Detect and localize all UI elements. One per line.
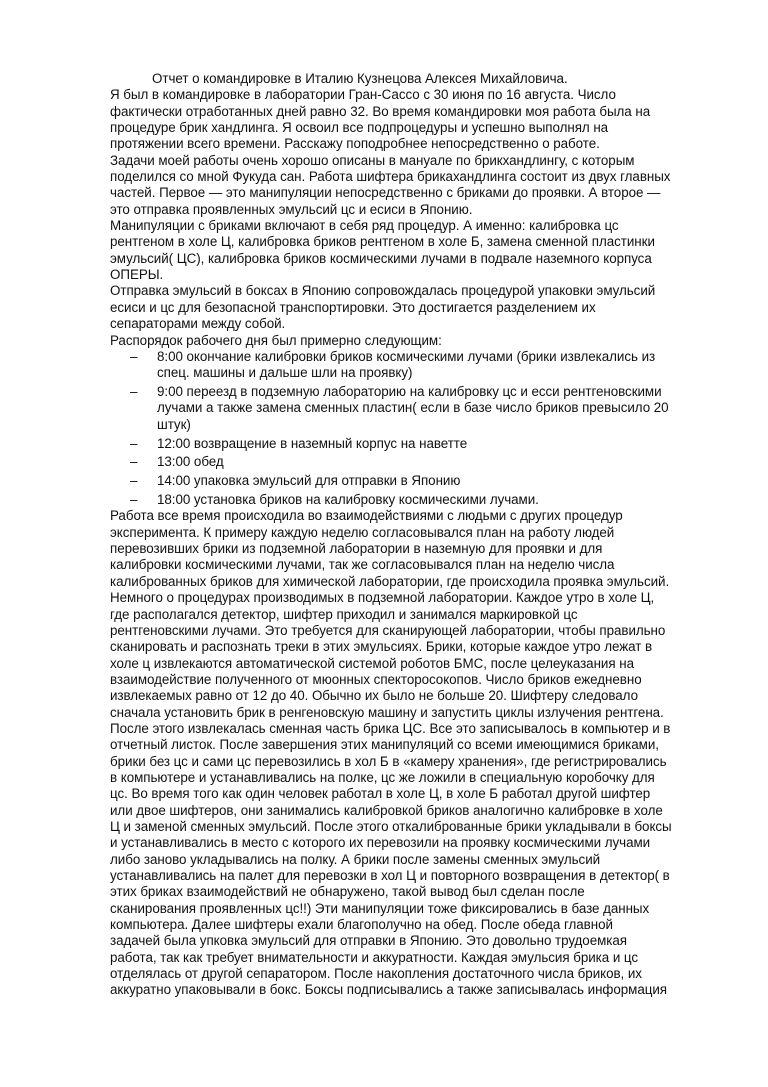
schedule-item-text: 14:00 упаковка эмульсий для отправки в Японию (157, 473, 461, 489)
schedule-item-text: штук) (157, 416, 191, 432)
paragraph (110, 153, 712, 218)
text-line: перевозивших брики из подземной лаборатории в наземную для проявки и для (110, 541, 603, 557)
schedule-item-text: лучами а также замена сменных пластин( если в базе число бриков превысило 20 (157, 400, 669, 416)
text-line: частей. Первое — это манипуляции непосредственно с бриками до проявки. А второе — (110, 185, 661, 201)
text-line: или двое шифтеров, они занимались калибровкой бриков аналогично калибровке в холе (110, 802, 663, 818)
body-paragraphs (110, 508, 712, 998)
text-line: эмульсий( ЦС), калибровка бриков космическими лучами в подвале наземного корпуса (110, 250, 652, 266)
text-line: рентгеном в холе Ц, калибровка бриков рентгеном в холе Б, замена сменной пластинки (110, 234, 655, 250)
text-line: Распорядок рабочего дня был примерно следующим: (110, 332, 442, 348)
text-line: взаимодействие полученного от мюонных спекторосокопов. Число бриков ежедневно (110, 671, 642, 687)
text-line: аккуратно упаковывали в бокс. Боксы подписывались а также записывалась информация (110, 982, 667, 998)
text-line: Я был в командировке в лаборатории Гран-Сассо с 30 июня по 16 августа. Число (110, 87, 616, 103)
list-dash-marker: – (130, 348, 138, 364)
text-line: задачей была упковка эмульсий для отправки в Японию. Это довольно трудоемкая (110, 933, 627, 949)
text-line: Немного о процедурах производимых в подземной лаборатории. Каждое утро в холе Ц, (110, 590, 655, 606)
text-line: компьютера. Далее шифтеры ехали благополучно на обед. После обеда главной (110, 917, 613, 933)
list-dash-marker: – (130, 473, 138, 489)
schedule-item-text: спец. машины и дальше шли на проявку) (157, 365, 413, 381)
text-line: и устанавливались в место с которого их перевозили на проявку космическими лучами (110, 835, 651, 851)
text-line: Отправка эмульсий в боксах в Японию сопровождалась процедурой упаковки эмульсий (110, 283, 656, 299)
text-line: это отправка проявленных эмульсий цс и есиси в Японию. (110, 201, 473, 217)
text-line: ОПЕРЫ. (110, 267, 164, 283)
paragraph (110, 590, 712, 999)
text-line: где располагался детектор, шифтер приходил и занимался маркировкой цс (110, 606, 578, 622)
text-line: протяжении всего времени. Расскажу поподробнее непосредственно о работе. (110, 136, 600, 152)
schedule-item (110, 492, 712, 508)
schedule-item (110, 436, 712, 452)
text-line: этих бриках взаимодействий не обнаружено, такой вывод был сделан после (110, 884, 585, 900)
text-line: сначала установить брик в ренгеновскую машину и запустить циклы излучения рентгена. (110, 704, 664, 720)
list-dash-marker: – (130, 435, 138, 451)
text-line: в компьютере и устанавливались на полке, цс же ложили в специальную коробочку для (110, 769, 655, 785)
text-line: калиброванных бриков для химической лаборатории, где происходила проявка эмульсий. (110, 573, 670, 589)
list-dash-marker: – (130, 384, 138, 400)
schedule-item (110, 349, 712, 382)
text-line: сканирования проявленных цс!!) Эти манипуляции тоже фиксировались в базе данных (110, 900, 650, 916)
text-line: Задачи моей работы очень хорошо описаны в мануале по брикхандлингу, с которым (110, 152, 635, 168)
text-line: сканировать и распознать треки в этих эмульсиях. Брики, которые каждое утро лежат в (110, 639, 653, 655)
text-line: отделялась от другой сепаратором. После накопления достаточного числа бриков, их (110, 966, 642, 982)
text-line: Ц и заменой сменных эмульсий. После этого откалиброванные брики укладывали в боксы (110, 818, 672, 834)
text-line: есиси и цс для безопасной транспортировки. Это достигается разделением их (110, 299, 596, 315)
paragraph (110, 283, 712, 332)
text-line: процедуре брик хандлинга. Я освоил все подпроцедуры и успешно выполнял на (110, 120, 609, 136)
text-line: либо заново укладывались на полку. А брики после замены сменных эмульсий (110, 851, 601, 867)
document-title: Отчет о командировке в Италию Кузнецова Алексея Михайловича. (152, 71, 568, 86)
intro-paragraphs (110, 87, 712, 349)
text-line: фактически отработанных дней равно 32. Во время командировки моя работа была на (110, 103, 651, 119)
paragraph (110, 218, 712, 283)
list-dash-marker: – (130, 454, 138, 470)
text-line: эксперимента. К примеру каждую неделю согласовывался план на работу людей (110, 524, 615, 540)
paragraph (110, 508, 712, 590)
text-line: Работа все время происходила во взаимодействиями с людьми с других процедур (110, 508, 623, 524)
schedule-item-text: 9:00 переезд в подземную лабораторию на калибровку цс и есси рентгеновскими (157, 384, 662, 400)
schedule-item-text: 13:00 обед (157, 454, 224, 470)
paragraph (110, 87, 712, 152)
schedule-item (110, 384, 712, 433)
daily-schedule-list (110, 349, 712, 509)
text-line: сепараторами между собой. (110, 316, 286, 332)
text-line: калибровки космическими лучами, так же согласовывался план на неделю числа (110, 557, 615, 573)
schedule-item-text: 8:00 окончание калибровки бриков космическими лучами (брики извлекались из (157, 348, 656, 364)
text-line: устанавливались на палет для перевозки в хол Ц и повторного возвращения в детектор( в (110, 868, 670, 883)
schedule-item (110, 473, 712, 489)
schedule-item-text: 18:00 установка бриков на калибровку космическими лучами. (157, 492, 539, 508)
text-line: отчетный листок. После завершения этих манипуляций со всеми имеющимися бриками, (110, 737, 659, 753)
text-line: цс. Во время того как один человек работал в холе Ц, в холе Б работал другой шифтер (110, 786, 651, 802)
text-line: После этого извлекалась сменная часть брика ЦС. Все это записывалось в компьютер и в (110, 720, 671, 736)
text-line: работа, так как требует внимательности и аккуратности. Каждая эмульсия брика и цс (110, 949, 639, 965)
text-line: холе ц извлекаются автоматической системой роботов БМС, после целеуказания на (110, 655, 634, 671)
list-dash-marker: – (130, 492, 138, 508)
paragraph (110, 333, 712, 349)
text-line: рентгеновскими лучами. Это требуется для сканирующей лаборатории, чтобы правильно (110, 622, 666, 638)
text-line: извлекаемых равно от 12 до 40. Обычно их было не больше 20. Шифтеру следовало (110, 688, 638, 704)
text-line: Манипуляции с бриками включают в себя ряд процедур. А именно: калибровка цс (110, 218, 619, 234)
schedule-item (110, 454, 712, 470)
text-line: брики без цс и сами цс перевозились в хол Б в «камеру хранения», где регистрировались (110, 753, 667, 769)
schedule-item-text: 12:00 возвращение в наземный корпус на наветте (157, 435, 468, 451)
text-line: поделился со мной Фукуда сан. Работа шифтера брикахандлинга состоит из двух главных (110, 169, 671, 185)
